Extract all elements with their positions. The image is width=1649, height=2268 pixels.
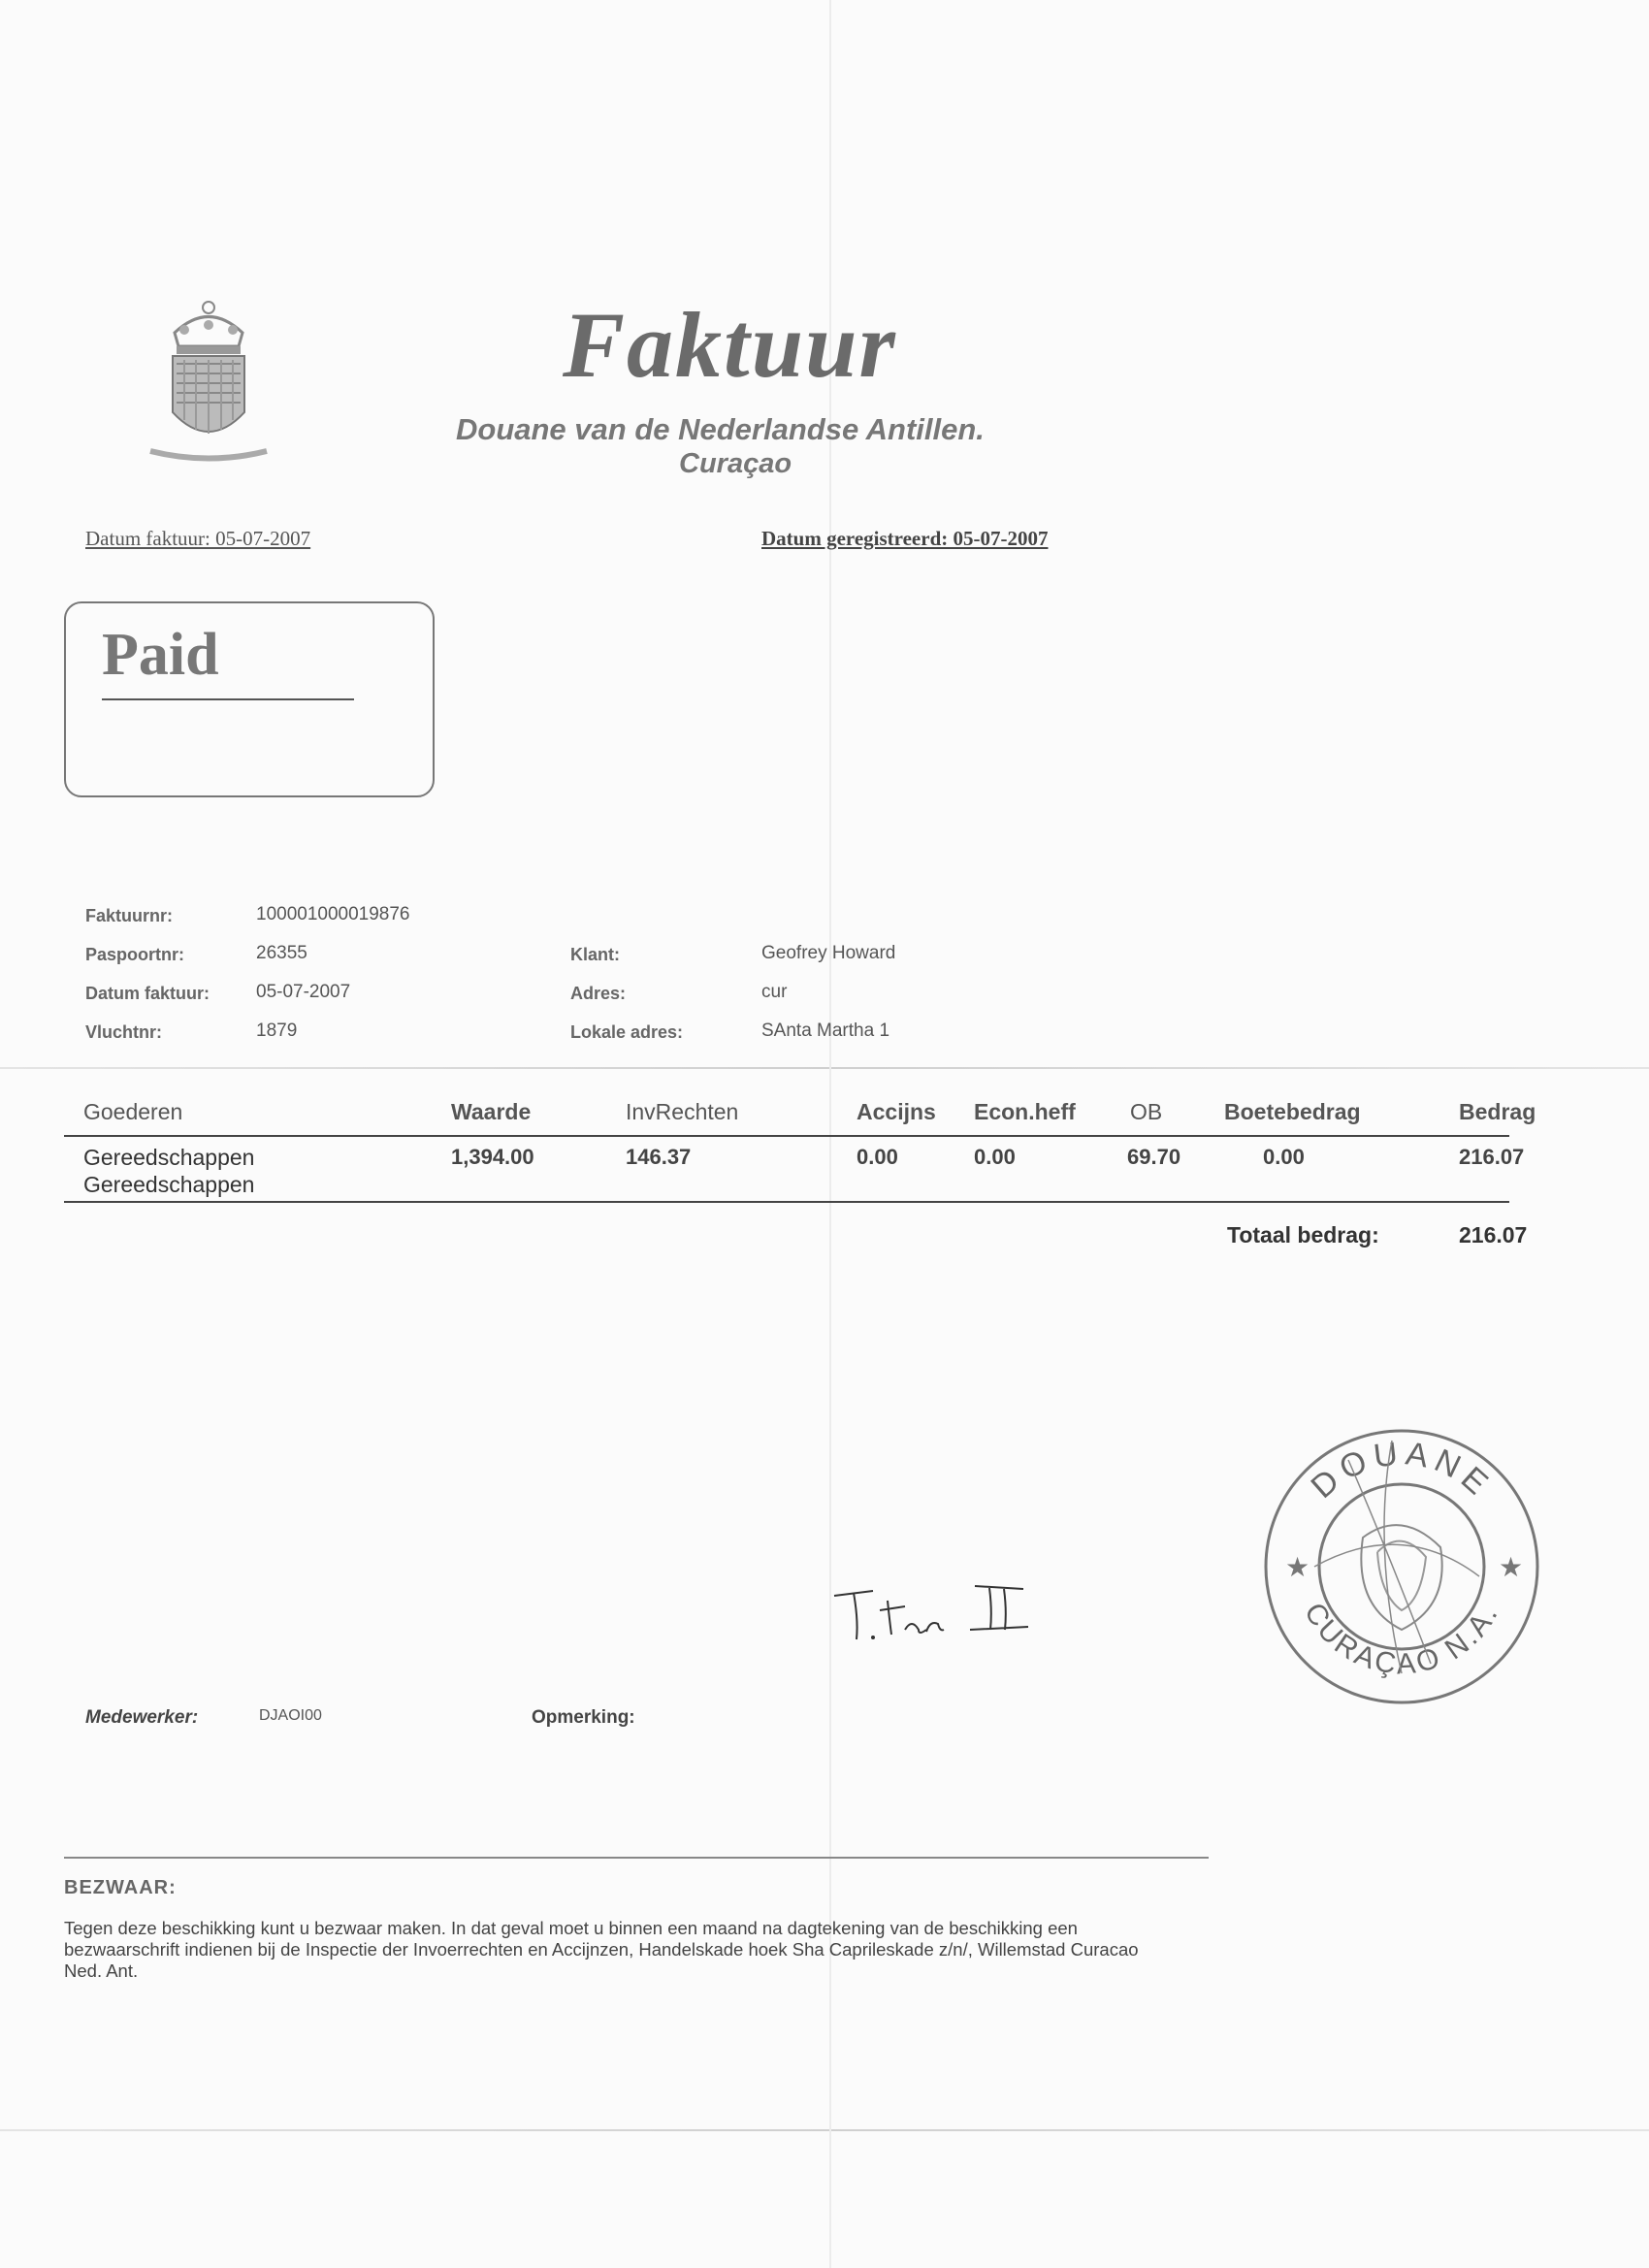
goods-line-2: Gereedschappen — [83, 1172, 255, 1197]
remark-label: Opmerking: — [532, 1707, 635, 1728]
invoice-date-value: 05-07-2007 — [256, 982, 351, 1002]
cell-econheff: 0.00 — [974, 1145, 1016, 1169]
total-amount-value: 216.07 — [1459, 1222, 1528, 1247]
cell-boetebedrag: 0.00 — [1263, 1145, 1305, 1169]
stamp-top-text: DOUANE — [1304, 1435, 1500, 1507]
client-value: Geofrey Howard — [761, 943, 896, 963]
stamp-bottom-text: CURAÇAO N.A. — [1297, 1597, 1505, 1681]
objection-text: Tegen deze beschikking kunt u bezwaar maken. In dat geval moet u binnen een maand na dagtekening van de beschikking een bezwaarschrift indienen bij de Inspectie der Invoerrechten en Accijnzen, Handelskade hoek Sha Caprileskade z/n/, Willemstad Curacao Ned. Ant. — [64, 1918, 1139, 1981]
total-amount-label: Totaal bedrag: — [1227, 1222, 1379, 1247]
column-header-accijns: Accijns — [857, 1099, 936, 1124]
coat-of-arms-logo — [146, 296, 272, 470]
svg-text:★: ★ — [1285, 1552, 1310, 1582]
footer-separator — [64, 1857, 1209, 1859]
handwritten-signature — [829, 1581, 1052, 1659]
invoice-date-label: Datum faktuur: — [85, 984, 210, 1003]
paper-fold-line — [0, 1067, 1649, 1069]
employee-label: Medewerker: — [85, 1707, 199, 1728]
column-header-waarde: Waarde — [451, 1099, 532, 1124]
invoice-number-value: 100001000019876 — [256, 904, 410, 924]
cell-bedrag: 216.07 — [1459, 1145, 1525, 1169]
column-header-bedrag: Bedrag — [1459, 1099, 1536, 1124]
flight-number-label: Vluchtnr: — [85, 1022, 162, 1042]
cell-accijns: 0.00 — [857, 1145, 898, 1169]
goods-line-1: Gereedschappen — [83, 1145, 255, 1170]
local-address-value: SAnta Martha 1 — [761, 1021, 890, 1041]
issuer-name: Douane van de Nederlandse Antillen. — [456, 412, 985, 446]
document-title: Faktuur — [563, 293, 897, 397]
invoice-date-header: Datum faktuur: 05-07-2007 — [85, 527, 311, 550]
column-header-ob: OB — [1130, 1099, 1163, 1124]
paper-fold-line — [0, 2129, 1649, 2131]
cell-waarde: 1,394.00 — [451, 1145, 534, 1169]
paid-underline — [102, 698, 354, 700]
address-value: cur — [761, 982, 788, 1002]
address-label: Adres: — [570, 984, 627, 1003]
column-header-econheff: Econ.heff — [974, 1099, 1076, 1124]
table-header-rule — [64, 1135, 1509, 1137]
client-label: Klant: — [570, 945, 620, 964]
cell-ob: 69.70 — [1127, 1145, 1181, 1169]
column-header-boetebedrag: Boetebedrag — [1224, 1099, 1361, 1124]
passport-number-value: 26355 — [256, 943, 307, 963]
table-bottom-rule — [64, 1201, 1509, 1203]
issuer-city: Curaçao — [679, 448, 792, 479]
local-address-label: Lokale adres: — [570, 1022, 684, 1042]
employee-value: DJAOI00 — [259, 1707, 322, 1724]
flight-number-value: 1879 — [256, 1021, 298, 1041]
registered-date-header: Datum geregistreerd: 05-07-2007 — [761, 527, 1049, 550]
objection-title: BEZWAAR: — [64, 1877, 177, 1898]
column-header-invrechten: InvRechten — [626, 1099, 739, 1124]
paid-status-label: Paid — [102, 622, 219, 688]
cell-invrechten: 146.37 — [626, 1145, 692, 1169]
column-header-goederen: Goederen — [83, 1099, 183, 1124]
customs-stamp — [1256, 1421, 1547, 1712]
svg-text:DOUANE — [1305, 1435, 1500, 1506]
svg-text:★: ★ — [1499, 1552, 1524, 1582]
passport-number-label: Paspoortnr: — [85, 945, 185, 964]
invoice-number-label: Faktuurnr: — [85, 906, 173, 925]
